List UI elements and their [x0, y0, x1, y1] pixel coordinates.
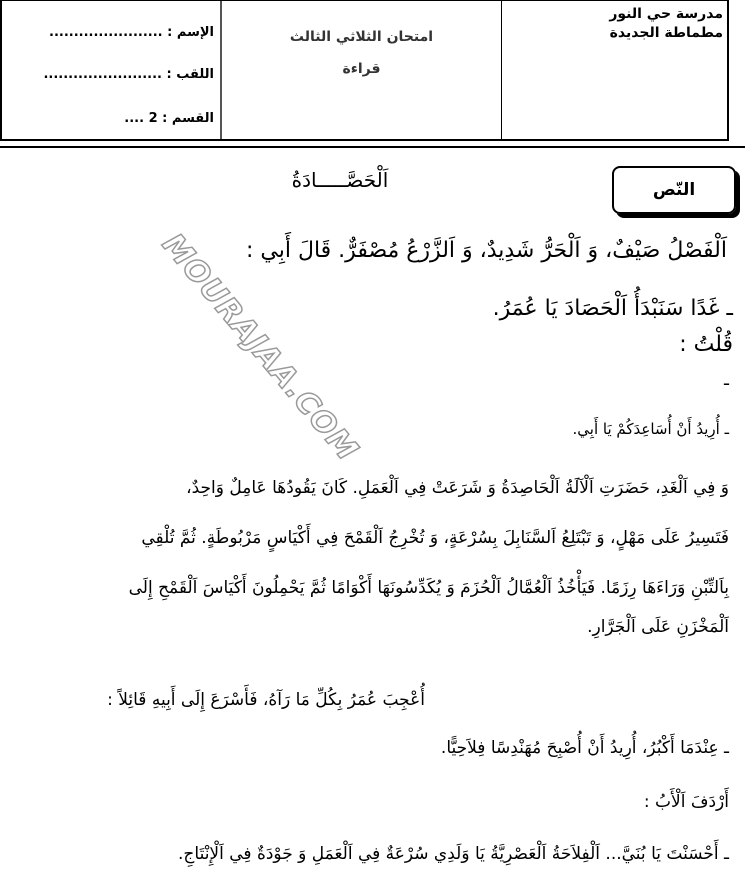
surname-label: اللقب : [166, 67, 214, 82]
exam-subject: قراءة [342, 61, 381, 77]
text-line: ـ [724, 370, 729, 390]
exam-header [0, 0, 729, 141]
text-line: قُلْتُ : [679, 332, 733, 357]
text-line: ـ أُرِيدُ أَنْ أُسَاعِدَكُمْ يَا أَبِي. [572, 420, 729, 438]
divider [0, 146, 745, 148]
name-value: ....................... [49, 25, 163, 40]
exam-title-cell [222, 1, 502, 139]
school-info [609, 5, 723, 43]
section-label: النّص [612, 166, 736, 214]
surname-field[interactable] [43, 67, 214, 82]
text-line: بِاَلتِّبْنِ وَرَاءَهَا رِزَمًا. فَيَأْخُذُ اَلْعُمَّالُ اَلْحُزَمَ وَ يُكَدِّسُونَهَا أَكْوَامًا ثُمَّ يَحْمِلُونَ أَكْيَاسَ اَلْقَمْحِ إِلَى [128, 578, 729, 598]
text-line: اَلْفَصْلُ صَيْفٌ، وَ اَلْحَرُّ شَدِيدٌ، وَ اَلزَّرْعُ مُصْفَرٌّ. قَالَ أَبِي : [246, 238, 727, 263]
class-value: 2 .... [124, 111, 158, 126]
text-line: اَلْمَخْزَنِ عَلَى اَلْجَرَّارِ. [587, 617, 729, 637]
text-line: فَتَسِيرُ عَلَى مَهْلٍ، وَ تَبْتَلِعُ اَلسَّنَابِلَ بِسُرْعَةٍ، وَ تُخْرِجُ اَلْقَمْحَ فِي أَكْيَاسٍ مَرْبُوطَةٍ. ثُمَّ تُلْقِي [141, 528, 729, 548]
name-field[interactable] [49, 25, 214, 40]
student-info-cell [2, 1, 222, 139]
school-name: مدرسة حي النور [609, 6, 723, 22]
exam-title: امتحان الثلاثي الثالث [289, 29, 434, 45]
surname-value: ........................ [43, 67, 162, 82]
class-field[interactable] [124, 111, 214, 126]
text-title: اَلْحَصَّـــــادَةُ [291, 168, 389, 192]
class-label: القسم : [162, 111, 214, 126]
text-line: ـ غَدًا سَنَبْدَأُ اَلْحَصَادَ يَا عُمَرُ. [492, 296, 733, 321]
text-line: وَ فِي اَلْغَدِ، حَضَرَتِ اَلْآلَةُ اَلْحَاصِدَةُ وَ شَرَعَتْ فِي اَلْعَمَلِ. كَانَ يَقُودُهَا عَامِلٌ وَاحِدٌ، [186, 478, 729, 498]
text-line: أُعْجِبَ عُمَرُ بِكُلِّ مَا رَآهُ، فَأَسْرَعَ إِلَى أَبِيهِ قَائِلاً : [107, 690, 425, 710]
watermark: MOURAJAA.COM [155, 227, 365, 468]
school-location: مطماطة الجديدة [609, 25, 723, 41]
text-line: أَرْدَفَ اَلْأَبُ : [643, 792, 729, 812]
text-line: ـ عِنْدَمَا أَكْبُرُ، أُرِيدُ أَنْ أُصْبِحَ مُهَنْدِسًا فِلاَحِيًّا. [440, 738, 729, 758]
school-cell [502, 1, 727, 139]
text-line: ـ أَحْسَنْتَ يَا بُنَيَّ... اَلْفِلاَحَةُ اَلْعَصْرِيَّةُ يَا وَلَدِي سُرْعَةٌ فِي اَلْعَمَلِ وَ جَوْدَةٌ فِي اَلْإِنْتَاجِ. [178, 844, 729, 864]
name-label: الإسم : [167, 25, 214, 40]
